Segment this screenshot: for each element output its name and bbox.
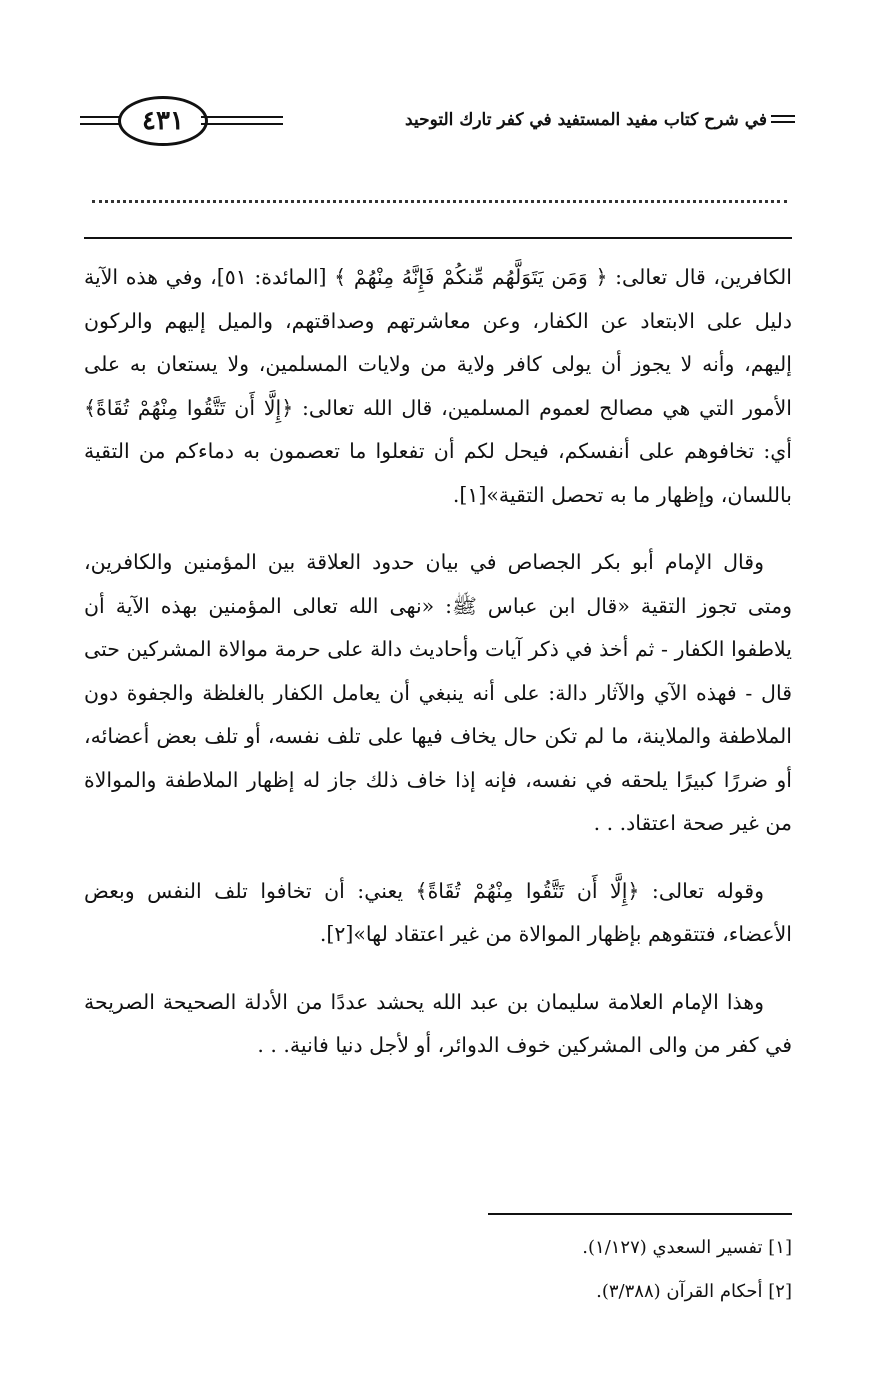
page-header [80,88,795,158]
paragraph: الكافرين، قال تعالى: ﴿ وَمَن يَتَوَلَّهُم مِّنكُمْ فَإِنَّهُ مِنْهُمْ ﴾ [المائدة: ٥١]، وفي هذه الآية دليل على الابتعاد عن الكفار، وعن معاشرتهم وصداقتهم، والميل إليهم والركون إليهم، وأنه لا يجوز أن يولى كافر ولاية من ولايات المسلمين، ولا يستعان به على الأمور التي هي مصالح لعموم المسلمين، قال الله تعالى: ﴿إِلَّا أَن تَتَّقُوا مِنْهُمْ تُقَاةً﴾ أي: تخافوهم على أنفسكم، فيحل لكم أن تفعلوا ما تعصمون به دماءكم من التقية باللسان، وإظهار ما به تحصل التقية»[١]. [84,265,792,507]
footnotes [84,1226,792,1314]
footnote-rule [488,1213,792,1215]
footnote: [١] تفسير السعدي (١/١٢٧). [582,1237,792,1258]
content-top-rule [84,237,792,239]
dotted-divider [92,200,787,203]
header-rule [80,123,120,125]
header-rule [201,116,283,118]
paragraph: وهذا الإمام العلامة سليمان بن عبد الله يحشد عددًا من الأدلة الصحيحة الصريحة في كفر من والى المشركين خوف الدوائر، أو لأجل دنيا فانية. . . [84,989,792,1057]
footnote: [٢] أحكام القرآن (٣/٣٨٨). [596,1281,792,1302]
running-title: في شرح كتاب مفيد المستفيد في كفر تارك التوحيد [405,110,767,130]
title-ornament [771,115,795,127]
paragraph: وقوله تعالى: ﴿إِلَّا أَن تَتَّقُوا مِنْهُمْ تُقَاةً﴾ يعني: أن تخافوا تلف النفس وبعض الأعضاء، فتتقوهم بإظهار الموالاة من غير اعتقاد لها»[٢]. [84,878,792,946]
header-rule [201,123,283,125]
page-number: ٤٣١ [118,96,208,146]
paragraph: وقال الإمام أبو بكر الجصاص في بيان حدود العلاقة بين المؤمنين والكافرين، ومتى تجوز التقية «قال ابن عباس ﷺ: «نهى الله تعالى المؤمنين بهذه الآية أن يلاطفوا الكفار - ثم أخذ في ذكر آيات وأحاديث دالة على حرمة موالاة المشركين حتى قال - فهذه الآي والآثار دالة: على أنه ينبغي أن يعامل الكفار بالغلظة والجفوة دون الملاطفة والملاينة، ما لم تكن حال يخاف فيها على تلف نفسه، أو تلف بعض أعضائه، أو ضررًا كبيرًا يلحقه في نفسه، فإنه إذا خاف ذلك جاز له إظهار الملاطفة والموالاة من غير صحة اعتقاد. . . [84,550,792,835]
body-text [84,256,792,1092]
header-rule [80,116,120,118]
